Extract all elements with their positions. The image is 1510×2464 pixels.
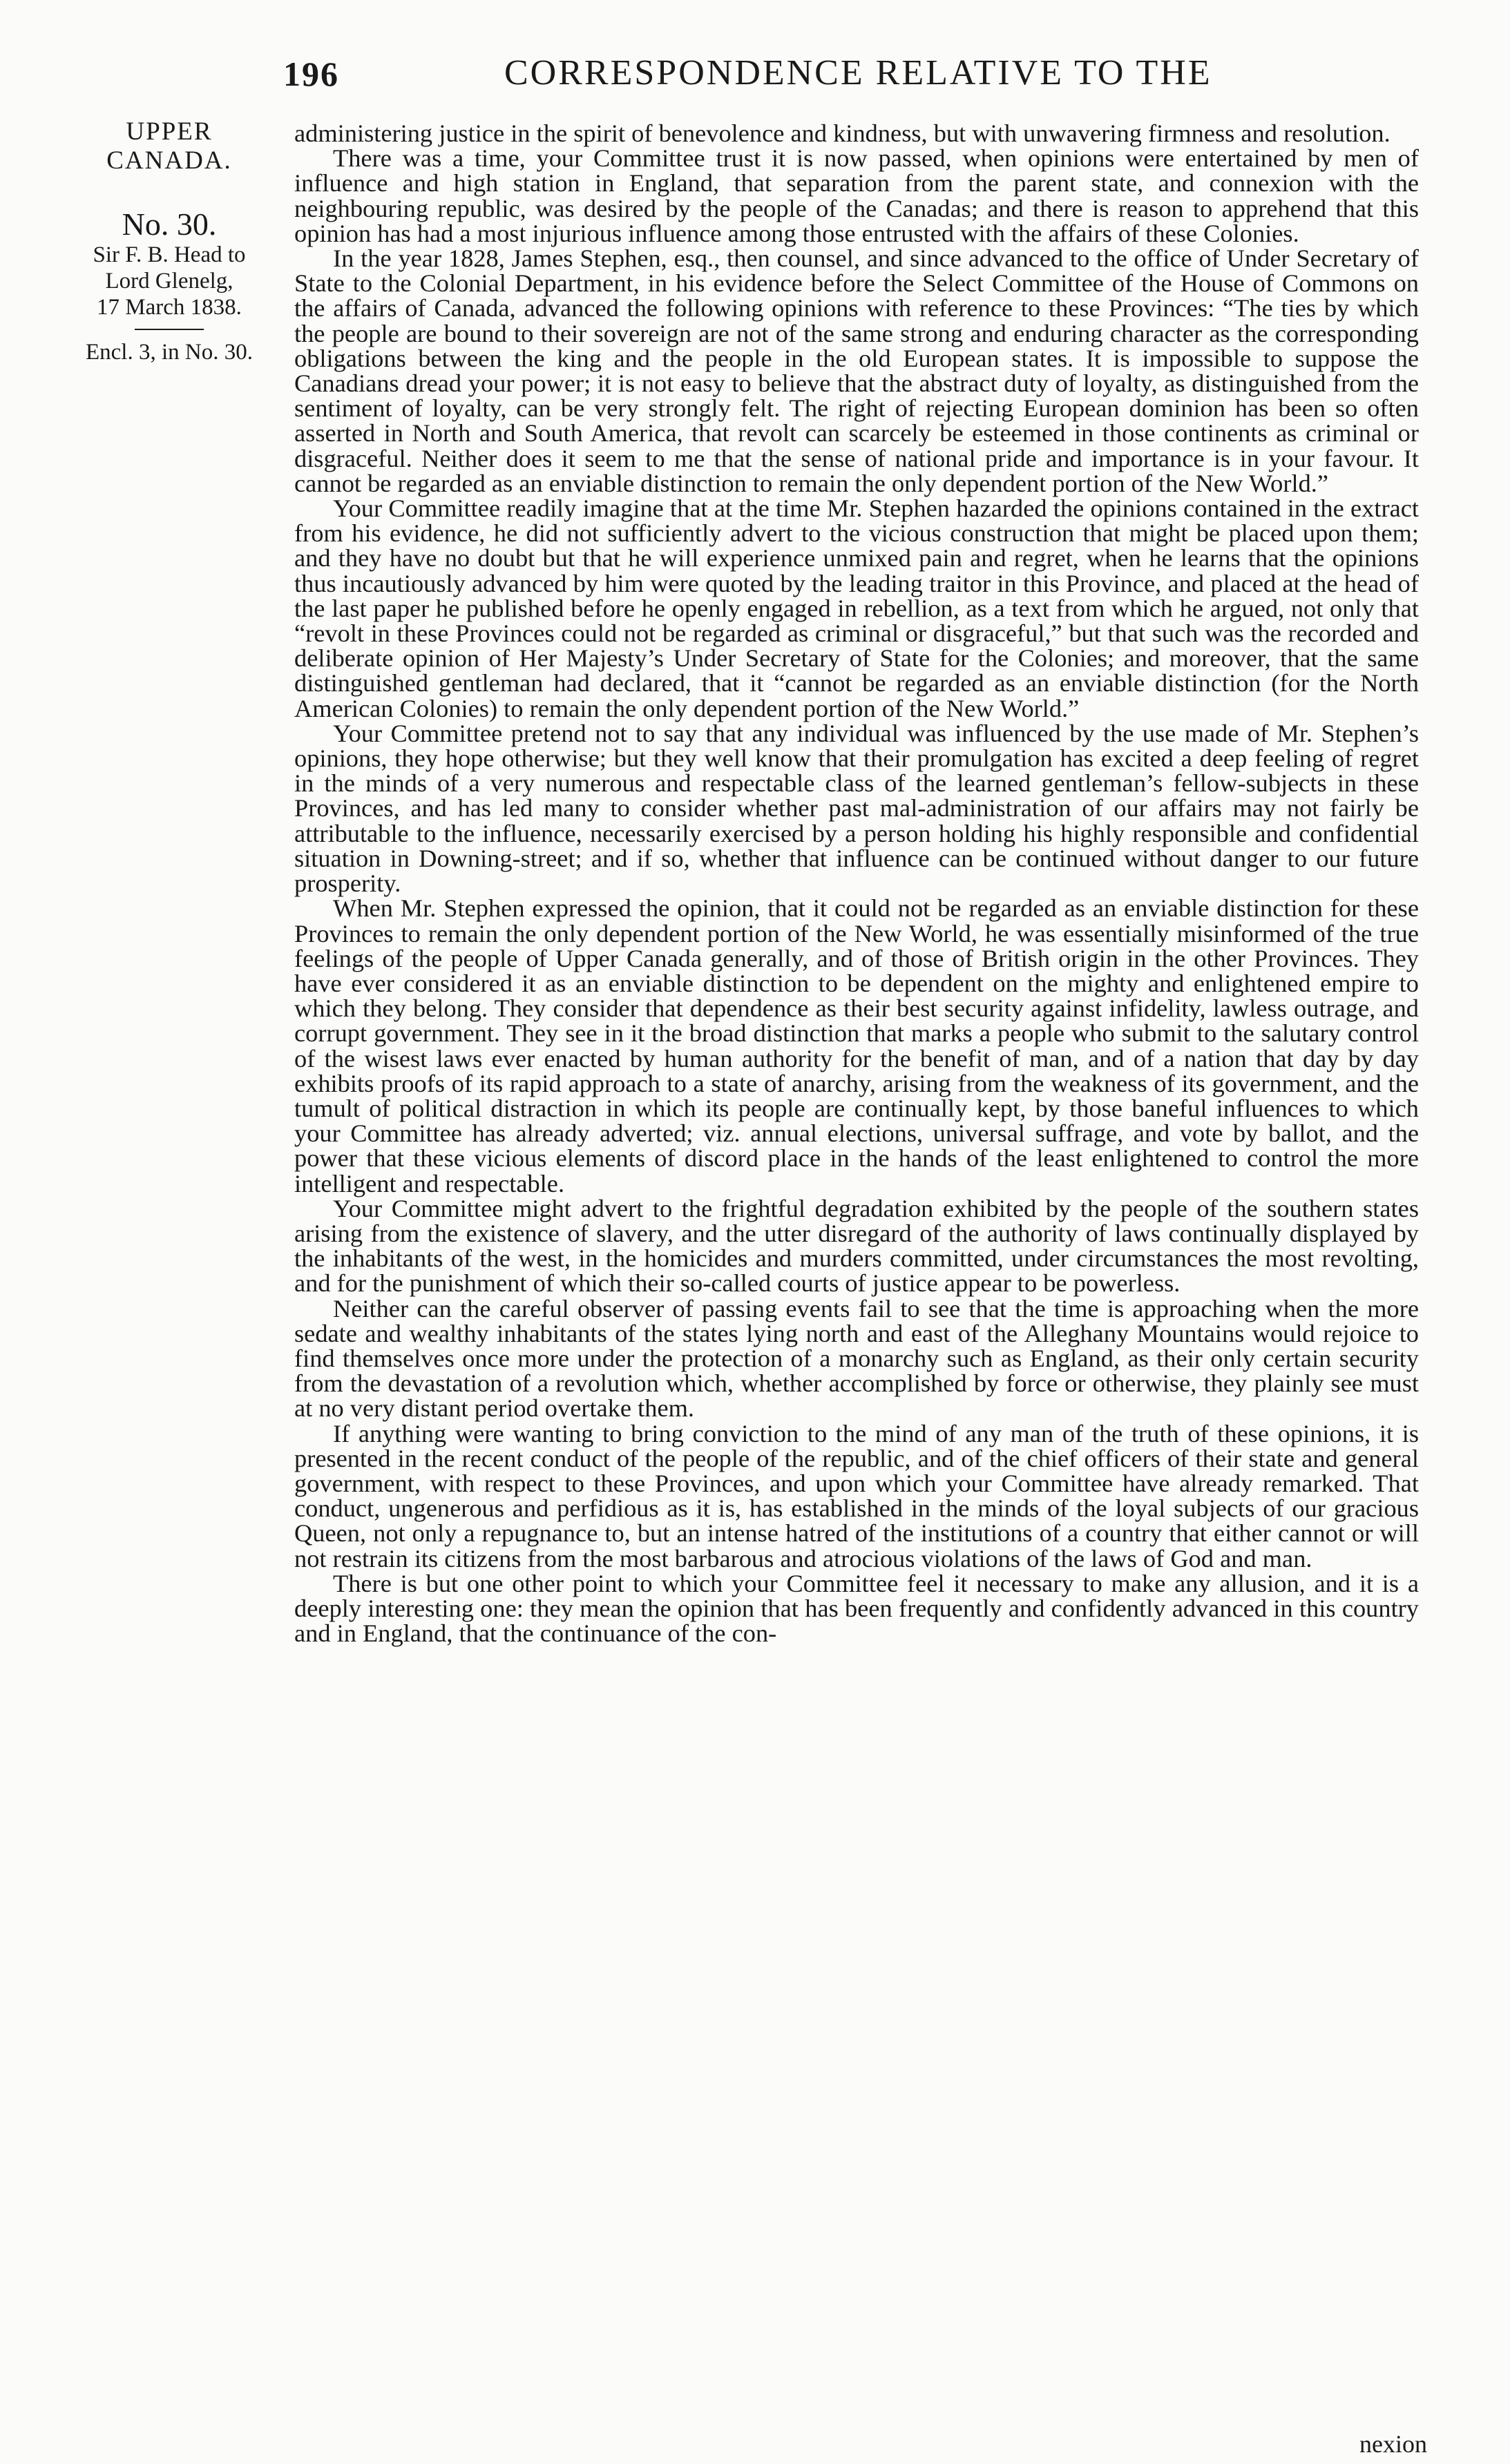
paragraph: Neither can the careful observer of passing events fail to see that the time is approaching when the more sedate and wealthy inhabitants of the states lying north and east of the Alleghany Mountains would rejoice to find themselves once more under the protection of a monarchy such as England, as their only certain security from the devastation of a revolution which, whether accomplished by force or otherwise, they plainly see must at no very distant period overtake them.	[294, 1294, 1419, 1423]
dispatch-line-1: Sir F. B. Head to	[93, 242, 246, 267]
catchword: nexion	[1359, 2430, 1427, 2458]
dispatch-line-2: Lord Glenelg,	[105, 269, 233, 293]
margin-rule	[135, 329, 204, 330]
dispatch-line-3: 17 March 1838.	[97, 295, 242, 320]
enclosure-note: Encl. 3, in No. 30.	[86, 340, 253, 365]
paragraph: There is but one other point to which your Committee feel it necessary to make any allusion, and it is a deeply interesting one: they mean the opinion that has been frequently and confidently advanced in this country and in England, that the continuance of the con-	[294, 1569, 1419, 1648]
paragraph: Your Committee pretend not to say that any individual was influenced by the use made of Mr. Stephen’s opinions, they hope otherwise; but they well know that their promulgation has excited a deep feeling of regret in the minds of a very numerous and respectable class of the learned gentleman’s fellow-subjects in these Provinces, and has led many to consider whether past mal-administration of our affairs may not fairly be attributable to the influence, necessarily exercised by a person holding his highly responsible and confidential situation in Downing-street; and if so, whether that influence can be continued without danger to our future prosperity.	[294, 719, 1419, 898]
paragraph: Your Committee might advert to the frightful degradation exhibited by the people of the southern states arising from the existence of slavery, and the utter disregard of the authority of laws continually displayed by the inhabitants of the west, in the homicides and murders committed, under circumstances the most revolting, and for the punishment of which their so-called courts of justice appear to be powerless.	[294, 1194, 1419, 1298]
body-text	[294, 121, 1419, 1646]
document-number: No. 30.	[122, 206, 217, 242]
margin-note	[55, 117, 283, 366]
page-number: 196	[283, 55, 339, 93]
paragraph: There was a time, your Committee trust it is now passed, when opinions were entertained by men of influence and high station in England, that separation from the parent state, and connexion with the neighbouring republic, was desired by the people of the Canadas; and there is reason to apprehend that this opinion has had a most injurious influence among those entrusted with the affairs of these Colonies.	[294, 144, 1419, 247]
paragraph: Your Committee readily imagine that at the time Mr. Stephen hazarded the opinions contained in the extract from his evidence, he did not sufficiently advert to the vicious construction that might be placed upon them; and they have no doubt but that he will experience unmixed pain and regret, when he learns that the opinions thus incautiously advanced by him were quoted by the leading traitor in this Province, and placed at the head of the last paper he published before he openly engaged in rebellion, as a text from which he argued, not only that “revolt in these Provinces could not be regarded as criminal or disgraceful,” but that such was the recorded and deliberate opinion of Her Majesty’s Under Secretary of State for the Colonies; and moreover, that the same distinguished gentleman had declared, that it “cannot be regarded as an enviable distinction (for the North American Colonies) to remain the only dependent portion of the New World.”	[294, 494, 1419, 722]
paragraph: If anything were wanting to bring conviction to the mind of any man of the truth of these opinions, it is presented in the recent conduct of the people of the republic, and of the chief officers of their state and general government, with respect to these Provinces, and upon which your Committee have already remarked. That conduct, ungenerous and perfidious as it is, has established in the minds of the loyal subjects of our gracious Queen, not only a repugnance to, but an intense hatred of the institutions of a country that either cannot or will not restrain its citizens from the most barbarous and atrocious violations of the laws of God and man.	[294, 1419, 1419, 1572]
province-line-1: UPPER	[126, 117, 213, 146]
paragraph: In the year 1828, James Stephen, esq., then counsel, and since advanced to the office of Under Secretary of State to the Colonial Department, in his evidence before the Select Committee of the House of Commons on the affairs of Canada, advanced the following opinions with reference to these Provinces: “The ties by which the people are bound to their sovereign are not of the same strong and enduring character as the corresponding obligations between the king and the people in the old European states. It is impossible to suppose the Canadians dread your power; it is not easy to believe that the abstract duty of loyalty, as distinguished from the sentiment of loyalty, can be very strongly felt. The right of rejecting European dominion has been so often asserted in North and South America, that revolt can scarcely be esteemed in those continents as criminal or disgraceful. Neither does it seem to me that the sense of national pride and importance is in your favour. It cannot be regarded as an enviable distinction to remain the only dependent portion of the New World.”	[294, 244, 1419, 497]
running-title: CORRESPONDENCE RELATIVE TO THE	[504, 53, 1212, 93]
paragraph: When Mr. Stephen expressed the opinion, that it could not be regarded as an enviable distinction for these Provinces to remain the only dependent portion of the New World, he was essentially misinformed of the true feelings of the people of Upper Canada generally, and of those of British origin in the other Provinces. They have ever considered it as an enviable distinction to be dependent on the mighty and enlightened empire to which they belong. They consider that dependence as their best security against infidelity, lawless outrage, and corrupt government. They see in it the broad distinction that marks a people who submit to the salutary control of the wisest laws ever enacted by human authority for the benefit of man, and of a nation that day by day exhibits proofs of its rapid approach to a state of anarchy, arising from the weakness of its government, and the tumult of political distraction in which its people are continually kept, by those baneful influences to which your Committee has already adverted; viz. annual elections, universal suffrage, and vote by ballot, and the power that these vicious elements of discord place in the hands of the least enlightened to control the more intelligent and respectable.	[294, 894, 1419, 1197]
paragraph-continued: administering justice in the spirit of benevolence and kindness, but with unwavering firmness and resolution.	[294, 119, 1390, 147]
province-line-2: CANADA.	[106, 146, 232, 175]
